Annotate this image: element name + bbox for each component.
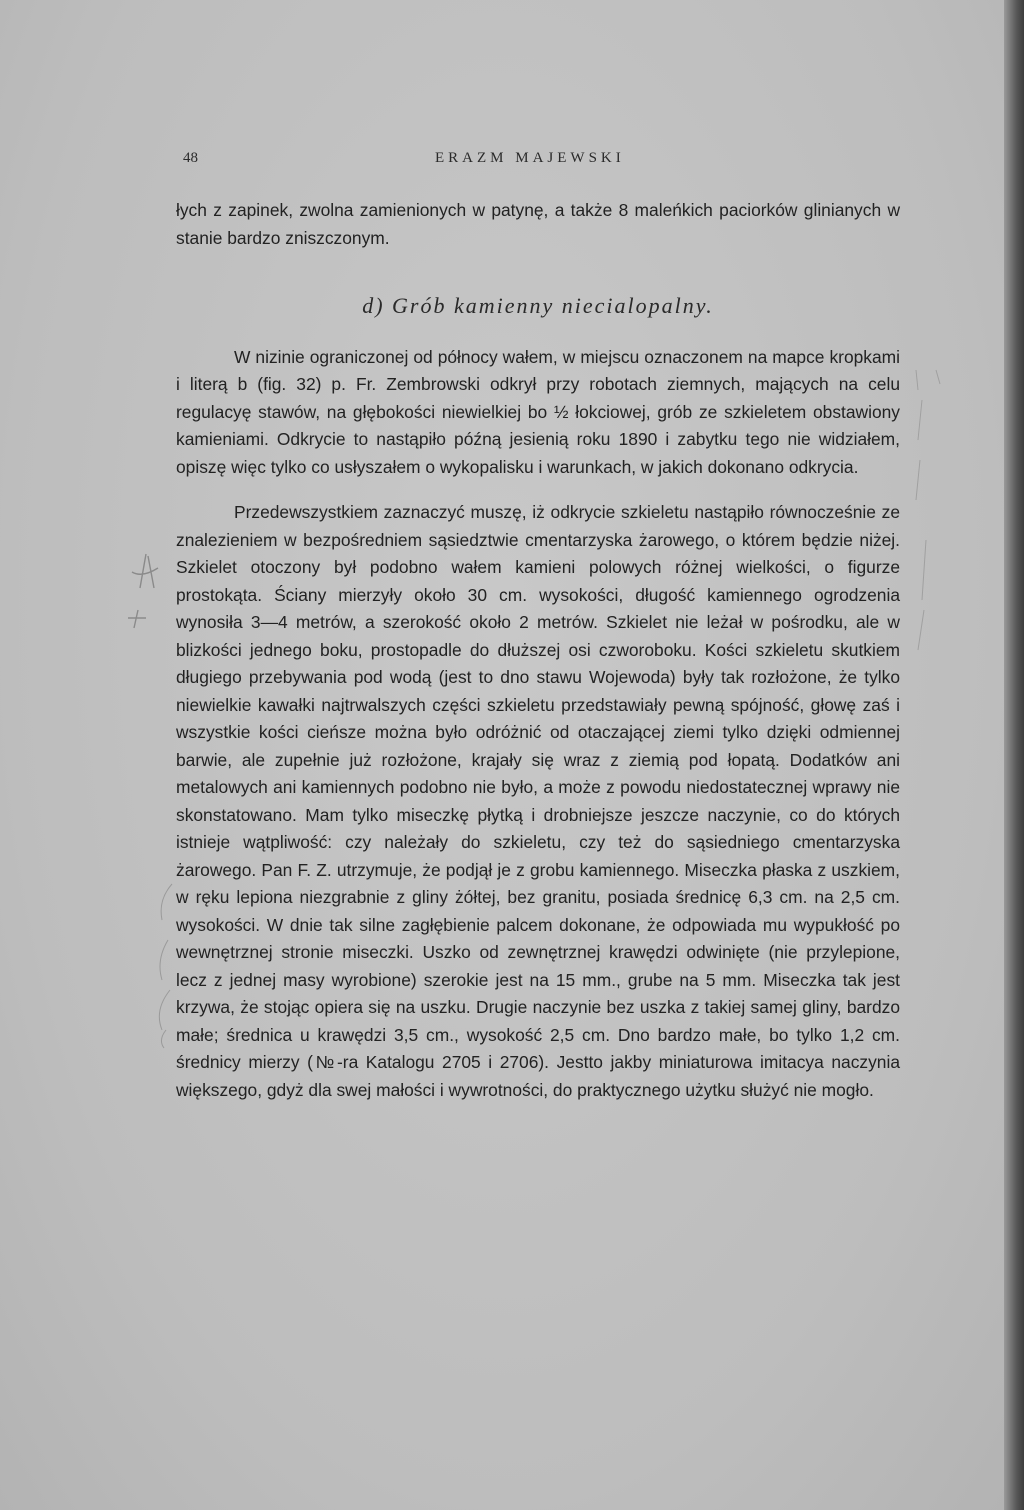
page-edge-shadow [1004, 0, 1024, 1510]
continuation-paragraph: łych z zapinek, zwolna zamienionych w patynę, a także 8 maleńkich paciorków glinianych w stanie bardzo zniszczonym. [176, 200, 900, 248]
body-paragraph-2: Przedewszystkiem zaznaczyć muszę, iż odkrycie szkieletu nastąpiło równocześnie ze znalezieniem w bezpośredniem sąsiedztwie cmentarzyska żarowego, o którem będzie niżej. Szkielet otoczony był podobno wałem kamieni polowych różnej wielkości, o figurze prostokąta. Ściany mierzyły około 30 cm. wysokości, długość kamiennego ogrodzenia wynosiła 3—4 metrów, a szerokość około 2 metrów. Szkielet nie leżał w pośrodku, ale w blizkości jednego boku, prostopadle do dłuższej osi czworoboku. Kości szkieletu skutkiem długiego przebywania pod wodą (jest to dno stawu Wojewoda) były tak rozłożone, że tylko niewielkie kawałki najtrwalszych części szkieletu przedstawiały pewną spójność, głowę zaś i wszystkie kości cieńsze można było odróżnić od otaczającej ziemi tylko dzięki odmiennej barwie, ale zupełnie już rozłożone, krajały się wraz z ziemią pod łopatą. Dodatków ani metalowych ani kamiennych podobno nie było, a może z powodu niedostatecznej wprawy nie skonstatowano. Mam tylko miseczkę płytką i drobniejsze jeszcze naczynie, co do których istnieje wątpliwość: czy należały do szkieletu, czy też do sąsiedniego cmentarzyska żarowego. Pan F. Z. utrzymuje, że podjął je z grobu kamiennego. Miseczka płaska z uszkiem, w ręku lepiona niezgrabnie z gliny żółtej, bez granitu, posiada średnicę 6,3 cm. na 2,5 cm. wysokości. W dnie tak silne zagłębienie palcem dokonane, że odpowiada mu wypukłość po wewnętrznej stronie miseczki. Uszko od zewnętrznej krawędzi odwinięte (nie przylepione, lecz z jednej masy wyrobione) szerokie jest na 15 mm., grube na 5 mm. Miseczka tak jest krzywa, że stojąc opiera się na uszku. Drugie naczynie bez uszka z takiej samej gliny, bardzo małe; średnica u krawędzi 3,5 cm., wysokość 2,5 cm. Dno bardzo małe, bo tylko 1,2 cm. średnicy mierzy (№-ra Katalogu 2705 i 2706). Jestto jakby miniaturowa imitacya naczynia większego, gdyż dla swej małości i wywrotności, do praktycznego użytku służyć nie mogło. [176, 502, 900, 1100]
margin-bracket-mark [150, 880, 180, 1050]
running-head: ERAZM MAJEWSKI [435, 150, 625, 166]
page-header [183, 150, 903, 174]
page-body [176, 197, 900, 1104]
body-paragraph-1: W nizinie ograniczonej od północy wałem, w miejscu oznaczonem na mapce kropkami i literą b (fig. 32) p. Fr. Zembrowski odkrył przy robotach ziemnych, mających na celu regulacyę stawów, na głębokości niewielkiej bo ½ łokciowej, grób ze szkieletem obstawiony kamieniami. Odkrycie to nastąpiło późną jesienią roku 1890 i zabytku tego nie widziałem, opiszę więc tylko co usłyszałem o wykopalisku i warunkach, w jakich dokonano odkrycia. [176, 346, 900, 477]
page-number: 48 [183, 150, 198, 166]
right-margin-marks [912, 360, 942, 660]
handwritten-margin-mark [118, 548, 168, 638]
section-title: d) Grób kamienny niecialopalny. [362, 293, 714, 318]
